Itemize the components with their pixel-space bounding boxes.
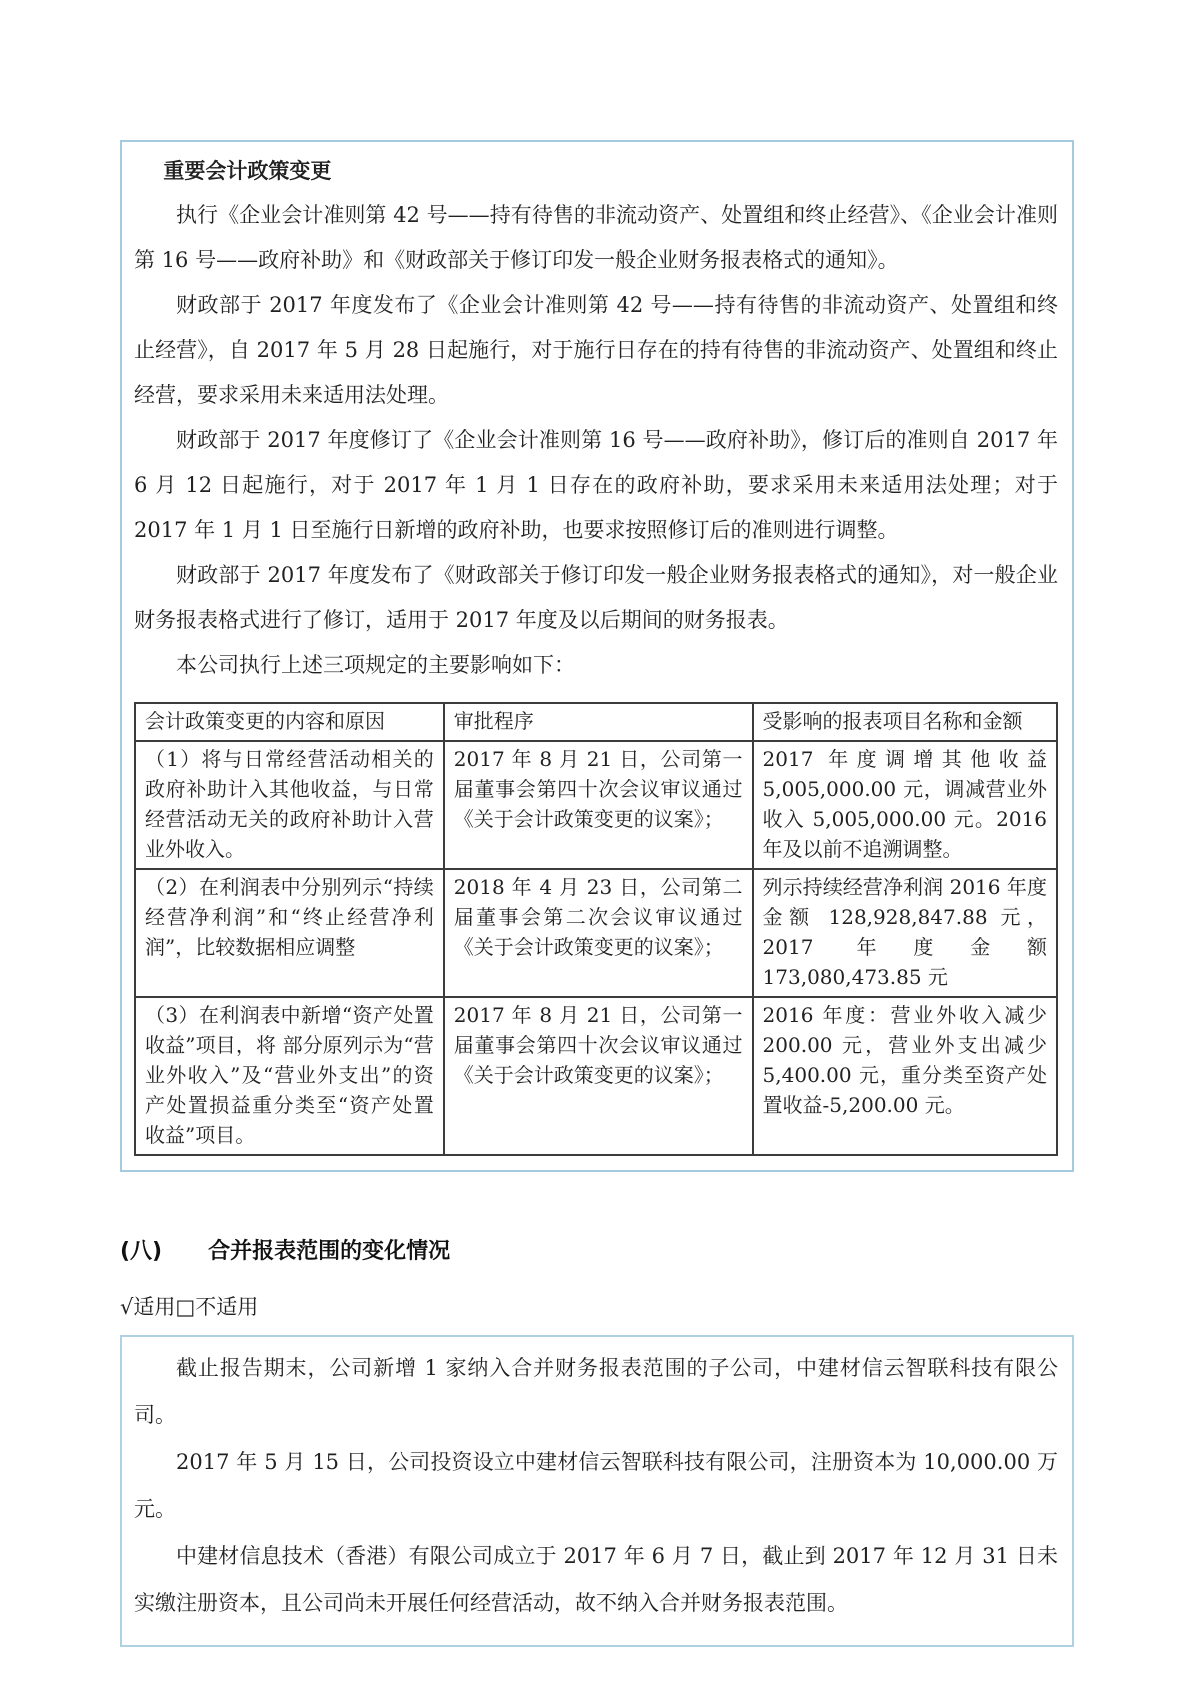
- cell-approval-procedure: 2017 年 8 月 21 日，公司第一届董事会第四十次会议审议通过《关于会计政策变更的议案》；: [444, 741, 753, 869]
- table-row: [135, 869, 1057, 997]
- policy-paragraph-2: 财政部于 2017 年度发布了《企业会计准则第 42 号——持有待售的非流动资产、处置组和终止经营》，自 2017 年 5 月 28 日起施行，对于施行日存在的持有待售的非流动资产、处置组和终止经营，要求采用未来适用法处理。: [134, 293, 1058, 407]
- policy-paragraph-4: 财政部于 2017 年度发布了《财政部关于修订印发一般企业财务报表格式的通知》，对一般企业财务报表格式进行了修订，适用于 2017 年度及以后期间的财务报表。: [134, 563, 1058, 632]
- table-header-row: [135, 703, 1057, 741]
- cell-affected-items: 2017 年度调增其他收益 5,005,000.00 元，调减营业外收入 5,005,000.00 元。2016 年及以前不追溯调整。: [753, 741, 1057, 869]
- header-cell-approval-procedure: 审批程序: [444, 703, 753, 741]
- scope-paragraph-1: 截止报告期末，公司新增 1 家纳入合并财务报表范围的子公司，中建材信云智联科技有限公司。: [134, 1356, 1058, 1427]
- accounting-policy-change-box: [120, 140, 1074, 1172]
- cell-affected-items: 列示持续经营净利润 2016 年度金额 128,928,847.88 元，2017 年度金额 173,080,473.85 元: [753, 869, 1057, 997]
- policy-impact-table: [134, 702, 1058, 1156]
- section-heading: [120, 1234, 1200, 1265]
- header-cell-affected-items: 受影响的报表项目名称和金额: [753, 703, 1057, 741]
- cell-content-reason: （2）在利润表中分别列示“持续经营净利润”和“终止经营净利润”，比较数据相应调整: [135, 869, 444, 997]
- cell-content-reason: （3）在利润表中新增“资产处置收益”项目，将 部分原列示为“营业外收入”及“营业外支出”的资产处置损益重分类至“资产处置收益”项目。: [135, 997, 444, 1155]
- header-cell-content-reason: 会计政策变更的内容和原因: [135, 703, 444, 741]
- scope-paragraph-3: 中建材信息技术（香港）有限公司成立于 2017 年 6 月 7 日，截止到 2017 年 12 月 31 日未实缴注册资本，且公司尚未开展任何经营活动，故不纳入合并财务报表范围。: [134, 1544, 1058, 1615]
- cell-affected-items: 2016 年度：营业外收入减少 200.00 元，营业外支出减少 5,400.00 元，重分类至资产处置收益-5,200.00 元。: [753, 997, 1057, 1155]
- policy-box-title: 重要会计政策变更: [163, 158, 332, 183]
- consolidation-scope-box: [120, 1335, 1074, 1647]
- policy-paragraph-intro: 本公司执行上述三项规定的主要影响如下：: [176, 653, 575, 677]
- scope-paragraph-2: 2017 年 5 月 15 日，公司投资设立中建材信云智联科技有限公司，注册资本为 10,000.00 万元。: [134, 1450, 1058, 1521]
- table-row: [135, 741, 1057, 869]
- cell-approval-procedure: 2018 年 4 月 23 日，公司第二届董事会第二次会议审议通过《关于会计政策变更的议案》；: [444, 869, 753, 997]
- section-title: 合并报表范围的变化情况: [208, 1239, 451, 1264]
- section-number: (八): [120, 1239, 163, 1264]
- table-row: [135, 997, 1057, 1155]
- cell-content-reason: （1）将与日常经营活动相关的政府补助计入其他收益，与日常经营活动无关的政府补助计入营业外收入。: [135, 741, 444, 869]
- policy-paragraph-3: 财政部于 2017 年度修订了《企业会计准则第 16 号——政府补助》，修订后的准则自 2017 年 6 月 12 日起施行，对于 2017 年 1 月 1 日存在的政府补助，要求采用未来适用法处理；对于 2017 年 1 月 1 日至施行日新增的政府补助，也要求按照修订后的准则进行调整。: [134, 428, 1058, 542]
- cell-approval-procedure: 2017 年 8 月 21 日，公司第一届董事会第四十次会议审议通过《关于会计政策变更的议案》；: [444, 997, 753, 1155]
- policy-paragraph-1: 执行《企业会计准则第 42 号——持有待售的非流动资产、处置组和终止经营》、《企业会计准则第 16 号——政府补助》和《财政部关于修订印发一般企业财务报表格式的通知》。: [134, 203, 1058, 272]
- applicability-line: √适用□不适用: [120, 1295, 259, 1319]
